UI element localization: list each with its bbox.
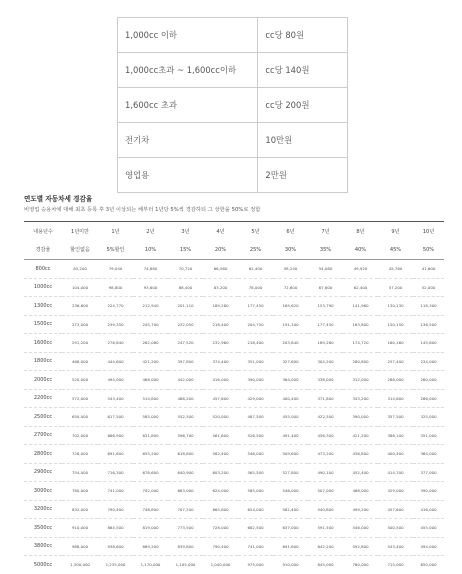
tax-amount-cell: 150,150 <box>378 315 413 334</box>
tax-amount-cell: 780,000 <box>62 482 98 501</box>
tax-amount-cell: 280,800 <box>343 352 378 371</box>
tax-amount-cell: 452,400 <box>343 463 378 482</box>
displacement-cell: 2800cc <box>24 445 62 464</box>
tax-amount-cell: 351,000 <box>238 352 273 371</box>
tax-amount-cell: 640,900 <box>168 463 203 482</box>
tax-amount-cell: 327,600 <box>273 352 308 371</box>
table-row <box>24 260 444 279</box>
header-year-cell: 6년 <box>273 222 308 241</box>
tax-amount-cell: 160,160 <box>378 334 413 353</box>
tax-amount-cell: 582,400 <box>203 445 238 464</box>
tax-amount-cell: 145,600 <box>413 334 444 353</box>
header-rate-cell: 25% <box>238 241 273 260</box>
tax-amount-cell: 260,000 <box>413 371 444 390</box>
displacement-cell: 1500cc <box>24 315 62 334</box>
tax-amount-cell: 631,800 <box>133 426 168 445</box>
tax-amount-cell: 457,600 <box>378 500 413 519</box>
rate-value: cc당 140원 <box>258 53 348 88</box>
tax-amount-cell: 650,000 <box>413 556 444 574</box>
tax-amount-cell: 832,000 <box>62 500 98 519</box>
rate-row <box>118 53 348 88</box>
tax-amount-cell: 400,400 <box>378 445 413 464</box>
tax-amount-cell: 561,600 <box>203 426 238 445</box>
tax-amount-cell: 546,000 <box>273 482 308 501</box>
tax-amount-cell: 486,200 <box>168 389 203 408</box>
table-row <box>24 334 444 353</box>
tax-amount-cell: 494,000 <box>413 537 444 556</box>
tax-amount-cell: 889,200 <box>133 537 168 556</box>
tax-amount-cell: 66,560 <box>203 260 238 279</box>
tax-amount-cell: 491,400 <box>273 426 308 445</box>
header-year-cell: 10년 <box>413 222 444 241</box>
tax-amount-cell: 218,400 <box>238 334 273 353</box>
tax-amount-cell: 702,000 <box>62 426 98 445</box>
tax-amount-cell: 910,000 <box>62 519 98 538</box>
tax-amount-cell: 224,770 <box>98 297 133 316</box>
tax-amount-cell: 247,520 <box>168 334 203 353</box>
tax-amount-cell: 624,000 <box>203 482 238 501</box>
tax-amount-cell: 390,000 <box>413 482 444 501</box>
tax-amount-cell: 819,000 <box>133 519 168 538</box>
tax-amount-cell: 455,000 <box>273 408 308 427</box>
tax-amount-cell: 540,800 <box>308 500 343 519</box>
tax-amount-cell: 1,040,000 <box>203 556 238 574</box>
tax-amount-cell: 1,170,000 <box>133 556 168 574</box>
tax-amount-cell: 88,400 <box>168 278 203 297</box>
header-rate-cell: 20% <box>203 241 238 260</box>
header-year-cell: 3년 <box>168 222 203 241</box>
tax-amount-cell: 642,200 <box>308 537 343 556</box>
tax-amount-cell: 174,720 <box>343 334 378 353</box>
displacement-cell: 1300cc <box>24 297 62 316</box>
tax-amount-cell: 377,000 <box>413 463 444 482</box>
tax-amount-cell: 72,800 <box>273 278 308 297</box>
tax-amount-cell: 490,100 <box>308 463 343 482</box>
displacement-cell: 3000cc <box>24 482 62 501</box>
tax-amount-cell: 1,300,000 <box>62 556 98 574</box>
tax-amount-cell: 416,000 <box>203 371 238 390</box>
tax-amount-cell: 276,640 <box>98 334 133 353</box>
header-year-cell: 1년 <box>98 222 133 241</box>
header-year-cell: 8년 <box>343 222 378 241</box>
table-row <box>24 278 444 297</box>
tax-amount-cell: 585,000 <box>238 482 273 501</box>
tax-amount-cell: 444,600 <box>98 352 133 371</box>
tax-amount-cell: 130,130 <box>378 297 413 316</box>
tax-amount-cell: 468,000 <box>343 482 378 501</box>
tax-amount-cell: 286,000 <box>378 371 413 390</box>
rate-row <box>118 88 348 123</box>
tax-amount-cell: 62,400 <box>343 278 378 297</box>
depreciation-table <box>24 221 444 574</box>
tax-amount-cell: 436,800 <box>343 445 378 464</box>
tax-amount-cell: 500,500 <box>378 519 413 538</box>
tax-amount-cell: 83,200 <box>62 260 98 279</box>
tax-amount-cell: 864,500 <box>98 519 133 538</box>
tax-amount-cell: 707,200 <box>168 500 203 519</box>
tax-amount-cell: 975,000 <box>238 556 273 574</box>
tax-amount-cell: 552,500 <box>168 408 203 427</box>
tax-amount-cell: 177,450 <box>238 297 273 316</box>
section-title: 연도별 자동차세 경감율 <box>24 195 93 203</box>
header-rate-cell: 10% <box>133 241 168 260</box>
tax-amount-cell: 665,600 <box>203 500 238 519</box>
tax-amount-cell: 618,800 <box>168 445 203 464</box>
tax-amount-cell: 839,800 <box>168 537 203 556</box>
tax-amount-cell: 83,200 <box>203 278 238 297</box>
header-year-cell: 2년 <box>133 222 168 241</box>
tax-amount-cell: 234,000 <box>413 352 444 371</box>
tax-amount-cell: 218,400 <box>203 315 238 334</box>
tax-amount-cell: 79,040 <box>98 260 133 279</box>
tax-amount-cell: 520,000 <box>203 408 238 427</box>
tax-amount-cell: 429,000 <box>238 389 273 408</box>
tax-amount-cell: 582,400 <box>273 500 308 519</box>
table-row <box>24 371 444 390</box>
rate-row <box>118 18 348 53</box>
tax-amount-cell: 650,000 <box>62 408 98 427</box>
rate-label: 1,000cc 이하 <box>118 18 258 53</box>
displacement-cell: 800cc <box>24 260 62 279</box>
tax-amount-cell: 232,960 <box>203 334 238 353</box>
tax-amount-cell: 416,000 <box>413 500 444 519</box>
tax-amount-cell: 748,800 <box>133 500 168 519</box>
table-row <box>24 315 444 334</box>
tax-amount-cell: 591,500 <box>308 519 343 538</box>
tax-amount-cell: 457,600 <box>203 389 238 408</box>
header-year-cell: 9년 <box>378 222 413 241</box>
tax-amount-cell: 189,280 <box>308 334 343 353</box>
tax-amount-cell: 663,000 <box>168 482 203 501</box>
tax-amount-cell: 565,500 <box>238 463 273 482</box>
tax-amount-cell: 163,800 <box>343 315 378 334</box>
tax-amount-cell: 314,600 <box>378 389 413 408</box>
tax-amount-cell: 304,200 <box>308 352 343 371</box>
tax-amount-cell: 54,080 <box>308 260 343 279</box>
tax-amount-cell: 429,000 <box>378 482 413 501</box>
tax-amount-cell: 527,800 <box>273 463 308 482</box>
tax-amount-cell: 715,000 <box>378 556 413 574</box>
header-year-cell: 7년 <box>308 222 343 241</box>
tax-amount-cell: 728,000 <box>62 445 98 464</box>
displacement-cell: 1000cc <box>24 278 62 297</box>
displacement-cell: 2500cc <box>24 408 62 427</box>
tax-amount-cell: 165,620 <box>273 297 308 316</box>
tax-amount-cell: 624,000 <box>238 500 273 519</box>
header-rate-cell: 45% <box>378 241 413 260</box>
tax-amount-cell: 910,000 <box>273 556 308 574</box>
tax-amount-cell: 507,000 <box>308 482 343 501</box>
tax-amount-cell: 702,000 <box>133 482 168 501</box>
table-row <box>24 445 444 464</box>
displacement-cell: 2000cc <box>24 371 62 390</box>
tax-amount-cell: 716,300 <box>98 463 133 482</box>
rate-row <box>118 123 348 158</box>
tax-amount-cell: 637,000 <box>273 519 308 538</box>
tax-amount-cell: 456,300 <box>308 426 343 445</box>
header-year-cell: 5년 <box>238 222 273 241</box>
tax-amount-cell: 93,600 <box>133 278 168 297</box>
tax-amount-cell: 546,000 <box>238 445 273 464</box>
tax-amount-cell: 78,000 <box>238 278 273 297</box>
tax-amount-cell: 741,000 <box>238 537 273 556</box>
tax-amount-cell: 136,500 <box>413 315 444 334</box>
tax-amount-cell: 141,960 <box>343 297 378 316</box>
tax-amount-cell: 938,600 <box>98 537 133 556</box>
tax-amount-cell: 421,200 <box>133 352 168 371</box>
tax-amount-cell: 421,200 <box>343 426 378 445</box>
tax-amount-cell: 468,000 <box>133 371 168 390</box>
tax-amount-cell: 203,840 <box>273 334 308 353</box>
rate-label: 영업용 <box>118 158 258 193</box>
table-row <box>24 389 444 408</box>
tax-amount-cell: 543,400 <box>98 389 133 408</box>
tax-amount-cell: 585,000 <box>133 408 168 427</box>
tax-amount-cell: 52,000 <box>413 278 444 297</box>
header-rate-cell: 30% <box>273 241 308 260</box>
tax-amount-cell: 682,500 <box>238 519 273 538</box>
tax-amount-cell: 273,000 <box>62 315 98 334</box>
header-rate-cell: 40% <box>343 241 378 260</box>
displacement-cell: 2900cc <box>24 463 62 482</box>
table-row <box>24 537 444 556</box>
tax-amount-cell: 204,750 <box>238 315 273 334</box>
tax-amount-cell: 286,000 <box>413 389 444 408</box>
displacement-cell: 2700cc <box>24 426 62 445</box>
header-year-cell: 1년미만 <box>62 222 98 241</box>
tax-rate-table-body <box>118 18 348 193</box>
tax-amount-cell: 58,240 <box>273 260 308 279</box>
tax-amount-cell: 74,880 <box>133 260 168 279</box>
tax-amount-cell: 351,000 <box>413 426 444 445</box>
tax-amount-cell: 236,600 <box>62 297 98 316</box>
tax-amount-cell: 691,600 <box>98 445 133 464</box>
tax-amount-cell: 592,800 <box>343 537 378 556</box>
tax-amount-cell: 41,600 <box>413 260 444 279</box>
tax-amount-cell: 45,760 <box>378 260 413 279</box>
tax-amount-cell: 487,500 <box>238 408 273 427</box>
table-row <box>24 556 444 574</box>
tax-amount-cell: 374,400 <box>203 352 238 371</box>
tax-amount-cell: 468,000 <box>62 352 98 371</box>
tax-amount-cell: 257,400 <box>378 352 413 371</box>
header-rate-cell: 경감율 <box>24 241 62 260</box>
tax-amount-cell: 400,400 <box>273 389 308 408</box>
tax-amount-cell: 617,500 <box>98 408 133 427</box>
rate-value: cc당 200원 <box>258 88 348 123</box>
tax-amount-cell: 754,000 <box>62 463 98 482</box>
displacement-cell: 3200cc <box>24 500 62 519</box>
table-row <box>24 352 444 371</box>
tax-amount-cell: 678,600 <box>133 463 168 482</box>
tax-amount-cell: 520,000 <box>62 371 98 390</box>
tax-rate-table <box>117 17 348 193</box>
rate-value: cc당 80원 <box>258 18 348 53</box>
tax-amount-cell: 70,720 <box>168 260 203 279</box>
tax-amount-cell: 397,800 <box>168 352 203 371</box>
table-row <box>24 463 444 482</box>
header-year-cell: 내용년수 <box>24 222 62 241</box>
tax-amount-cell: 262,080 <box>133 334 168 353</box>
tax-amount-cell: 49,920 <box>343 260 378 279</box>
tax-amount-cell: 442,000 <box>168 371 203 390</box>
header-rate-cell: 5%할인 <box>98 241 133 260</box>
tax-amount-cell: 364,000 <box>413 445 444 464</box>
tax-amount-cell: 514,800 <box>133 389 168 408</box>
table-row <box>24 297 444 316</box>
tax-amount-cell: 603,200 <box>203 463 238 482</box>
tax-amount-cell: 509,600 <box>273 445 308 464</box>
tax-amount-cell: 364,000 <box>273 371 308 390</box>
tax-amount-cell: 104,000 <box>62 278 98 297</box>
header-row-rates <box>24 241 444 260</box>
tax-amount-cell: 455,000 <box>413 519 444 538</box>
tax-amount-cell: 790,400 <box>98 500 133 519</box>
tax-amount-cell: 98,800 <box>98 278 133 297</box>
tax-amount-cell: 526,500 <box>238 426 273 445</box>
tax-amount-cell: 422,500 <box>308 408 343 427</box>
tax-amount-cell: 499,200 <box>343 500 378 519</box>
section-description: 비영업 승용차에 대해 최초 등록 후 3년 이상되는 해부터 1년당 5%씩 경감하되 그 상한을 50%로 정함 <box>24 207 261 213</box>
tax-amount-cell: 790,400 <box>203 537 238 556</box>
tax-amount-cell: 691,600 <box>273 537 308 556</box>
tax-amount-cell: 177,450 <box>308 315 343 334</box>
tax-amount-cell: 57,200 <box>378 278 413 297</box>
rate-value: 10만원 <box>258 123 348 158</box>
tax-amount-cell: 245,700 <box>133 315 168 334</box>
displacement-cell: 1800cc <box>24 352 62 371</box>
tax-amount-cell: 414,700 <box>378 463 413 482</box>
tax-amount-cell: 1,235,000 <box>98 556 133 574</box>
table-row <box>24 408 444 427</box>
tax-amount-cell: 189,280 <box>203 297 238 316</box>
header-rate-cell: 35% <box>308 241 343 260</box>
tax-amount-cell: 572,000 <box>62 389 98 408</box>
tax-amount-cell: 357,500 <box>378 408 413 427</box>
tax-amount-cell: 780,000 <box>343 556 378 574</box>
tax-amount-cell: 546,000 <box>343 519 378 538</box>
tax-amount-cell: 494,000 <box>98 371 133 390</box>
rate-value: 2만원 <box>258 158 348 193</box>
tax-amount-cell: 201,110 <box>168 297 203 316</box>
tax-amount-cell: 232,050 <box>168 315 203 334</box>
tax-amount-cell: 312,000 <box>343 371 378 390</box>
tax-amount-cell: 728,000 <box>203 519 238 538</box>
header-row-years <box>24 222 444 241</box>
tax-amount-cell: 596,700 <box>168 426 203 445</box>
rate-row <box>118 158 348 193</box>
tax-amount-cell: 212,940 <box>133 297 168 316</box>
rate-label: 1,600cc 초과 <box>118 88 258 123</box>
tax-amount-cell: 845,000 <box>308 556 343 574</box>
tax-amount-cell: 62,400 <box>238 260 273 279</box>
header-rate-cell: 50% <box>413 241 444 260</box>
tax-amount-cell: 1,105,000 <box>168 556 203 574</box>
tax-amount-cell: 291,200 <box>62 334 98 353</box>
tax-amount-cell: 371,800 <box>308 389 343 408</box>
rate-label: 전기차 <box>118 123 258 158</box>
tax-amount-cell: 118,300 <box>413 297 444 316</box>
displacement-cell: 5000cc <box>24 556 62 574</box>
tax-amount-cell: 666,900 <box>98 426 133 445</box>
tax-amount-cell: 655,200 <box>133 445 168 464</box>
table-row <box>24 426 444 445</box>
tax-amount-cell: 773,500 <box>168 519 203 538</box>
tax-amount-cell: 390,000 <box>238 371 273 390</box>
displacement-cell: 3500cc <box>24 519 62 538</box>
tax-amount-cell: 191,100 <box>273 315 308 334</box>
displacement-cell: 2200cc <box>24 389 62 408</box>
rate-label: 1,000cc초과 ~ 1,600cc이하 <box>118 53 258 88</box>
header-year-cell: 4년 <box>203 222 238 241</box>
tax-amount-cell: 741,000 <box>98 482 133 501</box>
table-row <box>24 519 444 538</box>
tax-amount-cell: 67,600 <box>308 278 343 297</box>
displacement-cell: 3800cc <box>24 537 62 556</box>
tax-amount-cell: 338,000 <box>308 371 343 390</box>
header-rate-cell: 15% <box>168 241 203 260</box>
displacement-cell: 1600cc <box>24 334 62 353</box>
tax-amount-cell: 343,200 <box>343 389 378 408</box>
depreciation-table-body <box>24 260 444 574</box>
tax-amount-cell: 543,400 <box>378 537 413 556</box>
tax-amount-cell: 259,350 <box>98 315 133 334</box>
tax-amount-cell: 386,100 <box>378 426 413 445</box>
header-rate-cell: 할인없음 <box>62 241 98 260</box>
tax-amount-cell: 153,790 <box>308 297 343 316</box>
tax-amount-cell: 473,200 <box>308 445 343 464</box>
tax-amount-cell: 988,000 <box>62 537 98 556</box>
table-row <box>24 482 444 501</box>
tax-amount-cell: 390,000 <box>343 408 378 427</box>
table-row <box>24 500 444 519</box>
tax-amount-cell: 325,000 <box>413 408 444 427</box>
